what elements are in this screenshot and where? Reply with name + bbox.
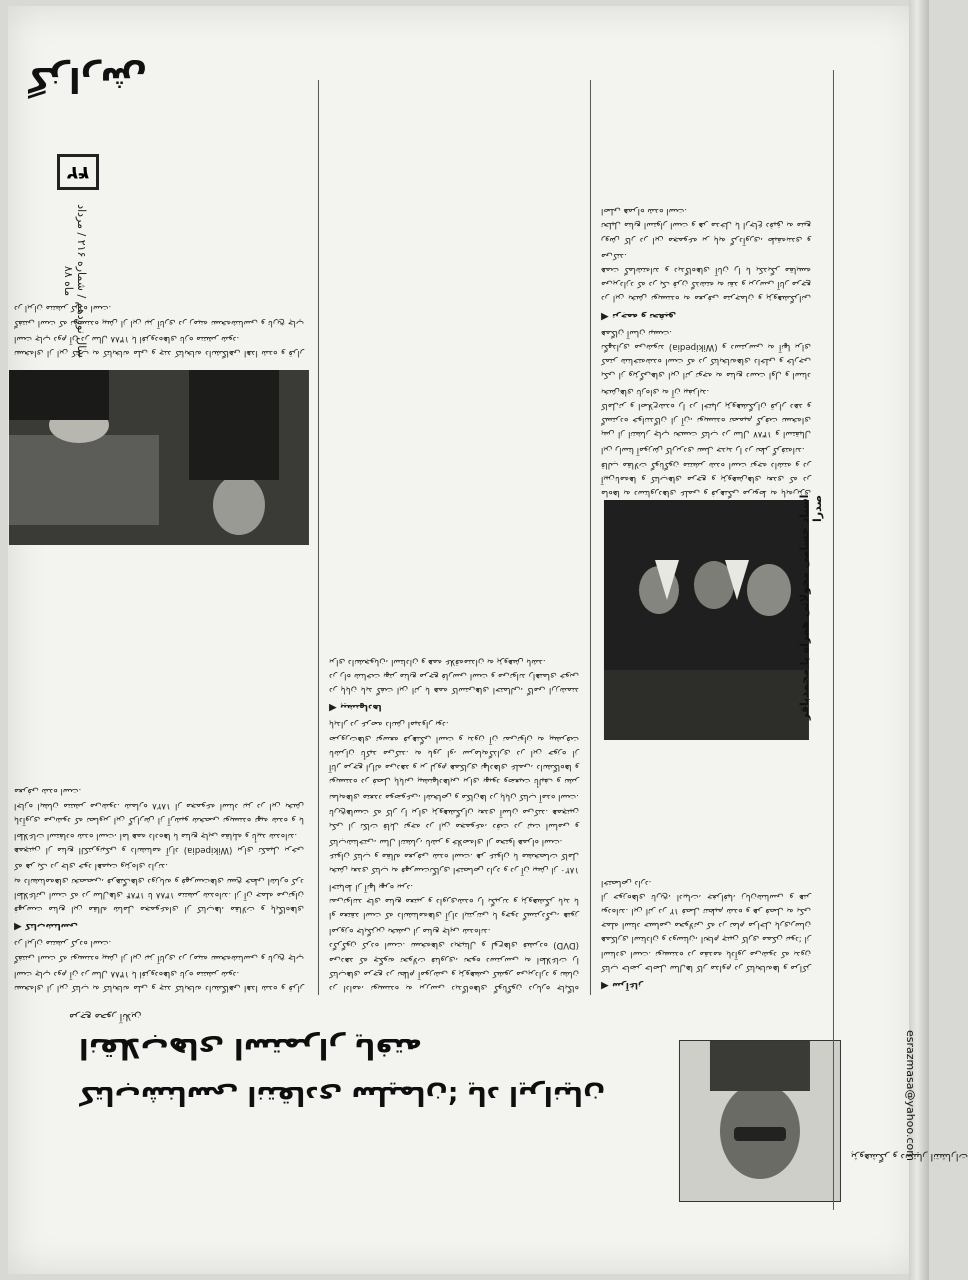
- col3-para: نسخه‌ای از این کتاب به کتابخانه ملی و چند کتابخانه دانشگاهی اهدا شده و قرار است چاپ دوم آن در سال ۱۳۸۸ با افزوده‌های تازه منتشر شود.: [14, 968, 304, 993]
- issue-line: سال نوزدهم / شماره ۲۱۶ / مرداد ماه ۸۸: [62, 204, 88, 358]
- col3-para: گفتنی است که نویسنده پیش از این نیز آثاری در زمینه نسخه‌شناسی و تاریخ چاپ در ایران منتشر کرده است.: [14, 938, 304, 963]
- magazine-logo: گزارش: [28, 59, 148, 99]
- column-2: [329, 80, 579, 995]
- col3-para: همچنین از منابع الکترونیکی و دانشنامه آزاد (Wikipedia) برای تکمیل برخی اطلاعات استفاده شده است، اما همه داده‌ها با منابع چاپی مقابله و تأیید شده‌اند.: [14, 830, 304, 856]
- photo-caption: استاد حسامی محولاتی همراه با محمدباقر صدرا: [798, 495, 824, 721]
- col1-para: در این بخش نویسنده به معرفی مترجمان و پژوهشگرانی می‌پردازد که در یک قرن گذشته به نقد و بررسی آثار مرجع همت گماشته‌اند و دیدگاه‌های آنان را با یکدیگر مقایسه می‌کند.: [601, 250, 811, 304]
- col1-subheading: ◀ ترجمه و تحقیق: [601, 308, 811, 322]
- col3-para: فهرست منابع این مقاله شامل مجموعه‌ای از کتاب‌ها، مقالات و پایگاه‌های اطلاعاتی است که در سال‌های ۱۳۸۴ تا ۱۳۸۸ منتشر شده‌اند. از آن جمله می‌توان به دانشنامه‌های تخصصی، فرهنگ‌های دوزبانه و فهرست‌های نسخ خطی اشاره کرد که هر یک در جای خود اهمیت ویژه‌ای دارند.: [14, 861, 304, 914]
- page-number: ۴۲: [57, 154, 99, 190]
- col2-para: بخش بعدی کتاب به فهرست‌نگاری اختصاص دارد و در آن بیش از ۱۸۲۰ عنوان کتاب و مقاله معرفی شده است. هر عنوان با مشخصات کامل کتاب‌شناختی، سال انتشار، ناشر و خلاصه‌ای از محتوا همراه است.: [329, 836, 579, 876]
- col2-para: نویسنده در فصل پایانی پیشنهادهایی برای بهبود وضعیت تألیف و نشر آثار مرجع ارائه می‌دهد و بر لزوم همکاری نهادهای علمی، دانشگاه‌ها و ناشران تأکید می‌کند. به باور او، سرمایه‌گذاری در این حوزه از ضرورت‌های توسعه فرهنگی است و بدون آن نمی‌توان به پیشرفت پایدار در عرصه دانش امیدوار بود.: [329, 719, 579, 787]
- group-photo-icon: [604, 500, 809, 740]
- col3-para: یادآوری می‌شود که تصاویر این گزارش از آرشیو شخصی نویسنده تهیه شده و با اجازه ایشان منتشر می‌شود. شماره ۱۸۲۸ از مجموعه اسناد نیز در این بخش معرفی شده است.: [14, 786, 304, 825]
- author-email: esrazmasa@yahoo.com: [904, 1030, 917, 1161]
- col3-para: نسخه‌ای از این کتاب به کتابخانه ملی و چند کتابخانه دانشگاهی اهدا شده و قرار است چاپ دوم آن در سال ۱۳۸۸ با افزوده‌های تازه منتشر شود.: [14, 333, 304, 358]
- col3-subheading: ◀ کتاب‌شناسی: [14, 919, 304, 933]
- col1-para: پس از انتشار چاپ نخست کتاب در سال ۱۳۸۷ و استقبال گسترده خوانندگان از آن، نویسنده تصمیم گرفت نسخه‌ای کامل‌تر و اصلاح‌شده را در اختیار پژوهشگران قرار دهد و بخش‌های تازه‌ای به آن بیفزاید.: [601, 386, 811, 440]
- col2-para: در پایان باید گفت این اثر با همه کاستی‌های احتمالی، گامی ارزشمند در راه شناخت بهتر منابع مرجع فارسی است و می‌تواند راهنمای خوبی برای دانشجویان، استادان و همه علاقه‌مندان به پژوهش باشد.: [329, 656, 579, 695]
- col2-subheading: ◀ پیشنهادها: [329, 700, 579, 714]
- col2-para: یکی از نکات قابل توجه در این مجموعه، دقت در ثبت اسامی و تاریخ‌هاست که کار را برای پژوهشگران بعدی آسان می‌کند. همچنین نمایه‌های متعدد موضوعی، اشخاص و مکان‌ها در پایان کتاب آمده است.: [329, 792, 579, 831]
- col1-para: روش کار در این مجموعه بر پایه گردآوری، طبقه‌بندی و تحلیل منابع استوار است و هر مدخل با ارجاع دقیق به منبع اصلی همراه شده است.: [601, 206, 811, 245]
- col1-para: ماه‌ها به دستاوردهای علمی و فرهنگی مربوط به پایه‌ریزی آیین‌نامه‌ها و کتاب‌های مرجع و پژوهش‌های بعدی که در قالب مقالات گوناگون منتشر شده است توجه داشته و در این راستا آموزش کاربردی نسل جدید را در نظر گرفته‌اند.: [601, 445, 811, 498]
- column-divider: [590, 80, 591, 995]
- meeting-photo-icon: [9, 370, 309, 545]
- column-divider: [318, 80, 319, 995]
- author-portrait-icon: [680, 1041, 840, 1201]
- col2-para: در ادامه، نویسنده به بررسی دیدگاه‌های گوناگون درباره جایگاه کتاب‌های مرجع در نظام آموزشی و پژوهشی کشور می‌پردازد و نشان می‌دهد که چگونه تحولات فناوری، نحوه دسترسی به اطلاعات را دگرگون کرده است. نسخه‌های دیجیتال و لوح‌های فشرده (DVD) امروزه جایگزین بخشی از منابع چاپی شده‌اند.: [329, 926, 579, 993]
- margin-rule: [833, 70, 834, 1210]
- col1-para: یکی از ویژگی‌های این اثر توجه به منابع دست اول و اسناد کمتر شناخته‌شده است که در کتابخانه‌های داخلی و خارجی نگهداری می‌شوند (Wikipedia) و دسترسی به آنها برای همگان آسان نیست.: [601, 327, 811, 381]
- article-title-line2: انقلاب‌های استمرار یافته: [79, 1032, 422, 1065]
- col1-para: کتاب حاضر حاصل سال‌ها کار مداوم در کتابخانه‌ها و مراکز اسنادی است. نویسنده در مقدمه یادآور می‌شود که بدون همکاری استادان و دوستان، انجام چنین کاری ممکن نبود؛ از جمله استاد حسامی محولاتی که در تمام مراحل یاری‌رسان بوده‌اند. این اثر در ۱۲ فصل تنظیم شده و هر فصل به یکی از حوزه‌های تاریخ، ادبیات، جغرافیا، زبان‌شناسی و هنر اختصاص دارد.: [601, 877, 811, 973]
- col3-para: گفتنی است که نویسنده پیش از این نیز آثاری در زمینه نسخه‌شناسی و تاریخ چاپ در ایران منتشر کرده است.: [14, 303, 304, 328]
- column-1: [601, 80, 811, 500]
- article-photo-2: [9, 370, 309, 545]
- author-caption: پژوهشگر و دستیار انتشارات: [851, 1151, 968, 1162]
- column-3: [14, 555, 304, 995]
- column-3-upper: [14, 75, 304, 360]
- col1-subheading-2: ◀ سرآغاز: [601, 978, 811, 992]
- col2-para: او معتقد است که دانشنامه‌های آزاد اینترنتی با وجود گستردگی، هنوز نمی‌توانند جای منابع معتبر و داوری‌شده را بگیرند و پژوهشگر باید با احتیاط از آنها بهره ببرد.: [329, 881, 579, 920]
- column-1-lower: [601, 740, 811, 995]
- article-title-line1: کتاب‌شناسی انتقادی سلیمان؛ یاد ایرانیان: [79, 1080, 606, 1110]
- article-photo-1: [604, 500, 809, 740]
- article-byline: مرجع محور آنلاین: [69, 1011, 142, 1022]
- author-photo: [679, 1040, 841, 1202]
